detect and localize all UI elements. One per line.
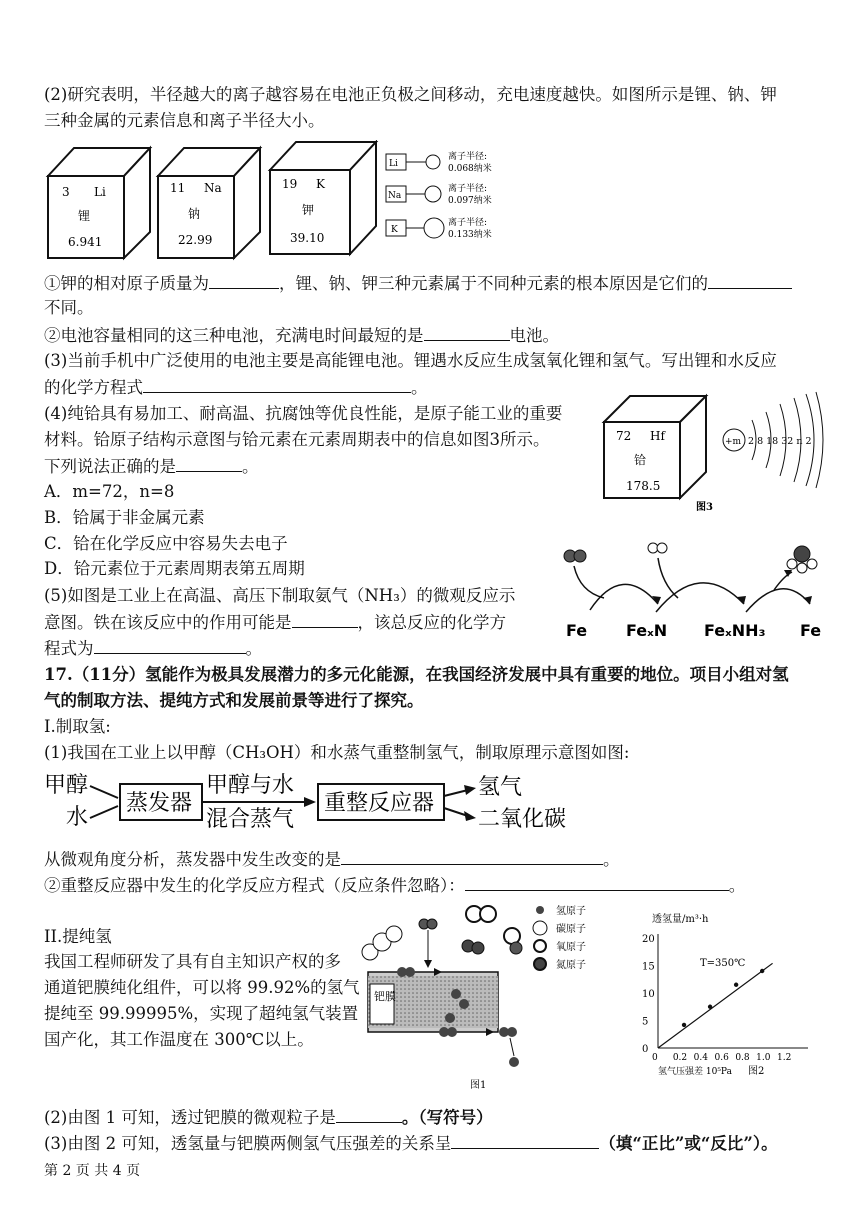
hf-mass: 178.5 (626, 479, 661, 493)
q17-para-2: 通道钯膜纯化组件，可以将 99.92%的氢气 (44, 978, 360, 997)
legend-oxygen: 氧原子 (556, 942, 586, 953)
q16-p3-text-a: 的化学方程式 (44, 378, 143, 397)
q17-title-line2: 气的制取方法、提纯方式和发展前景等进行了探究。 (44, 691, 424, 710)
radius-li-label: 离子半径: (448, 152, 488, 162)
hf-name: 铪 (634, 453, 647, 467)
flow-box-evaporator: 蒸发器 (126, 791, 193, 816)
chart-point-2 (734, 983, 738, 987)
q16-p5-text-d: 。 (245, 639, 262, 658)
cube-k (270, 142, 376, 254)
chart-xtick-3: 0.6 (714, 1053, 729, 1063)
radius-na-value: 0.097纳米 (448, 196, 492, 206)
permeation-chart (628, 908, 824, 1094)
q17-q3-end: （填“正比”或“反比”）。 (599, 1134, 778, 1153)
chart-xlabel: 氢气压强差 10⁵Pa (658, 1067, 732, 1077)
flow-mid-text1: 甲醇与水 (206, 773, 295, 798)
radius-li-value: 0.068纳米 (448, 164, 492, 174)
co2-molecule-icon (362, 926, 402, 960)
flow-input-water: 水 (66, 805, 89, 830)
fig3-caption: 图3 (696, 502, 713, 513)
answer-blank-li-water-equation[interactable] (143, 376, 411, 393)
flow-output-co2: 二氧化碳 (478, 807, 567, 832)
radius-k-symbol: K (391, 225, 398, 235)
q17-qa-line (44, 848, 620, 871)
membrane-label: 钯膜 (374, 990, 396, 1003)
q16-p5-text-c: 程式为 (44, 639, 94, 658)
cycle-label-fexnh3: FeₓNH₃ (704, 621, 766, 640)
q16-p2-line2: 三种金属的元素信息和离子半径大小。 (44, 111, 325, 130)
q16-p5-text-b: ，该总反应的化学方 (357, 613, 506, 632)
radius-na-label: 离子半径: (448, 184, 488, 194)
q17-q2-end: 。（写符号） (401, 1108, 493, 1127)
q17-qb-line (44, 874, 745, 897)
q16-p4-line3 (44, 455, 259, 478)
chart-ytick-3: 15 (642, 961, 655, 973)
q16-p4-line1: (4)纯铪具有易加工、耐高温、抗腐蚀等优良性能，是原子能工业的重要 (44, 404, 563, 423)
cube-na (158, 148, 260, 258)
ion-radius-figure (384, 148, 544, 248)
q16-p5-line2 (44, 611, 506, 634)
answer-blank-nh3-equation[interactable] (94, 637, 246, 654)
li-symbol: Li (94, 185, 106, 199)
cube-li (48, 148, 150, 258)
element-cubes-figure (44, 140, 384, 265)
chart-fit-line (658, 963, 773, 1048)
radius-na (386, 182, 492, 206)
answer-blank-root-cause[interactable] (708, 272, 792, 289)
radius-k-label: 离子半径: (448, 218, 488, 228)
q17-para-3: 提纯至 99.99995%，实现了超纯氢气装置 (44, 1004, 359, 1023)
chart-xtick-2: 0.4 (693, 1053, 708, 1063)
q17-section1: I.制取氢: (44, 717, 111, 736)
chart-ytick-0: 0 (642, 1044, 649, 1055)
q17-p1: (1)我国在工业上以甲醇（CH₃OH）和水蒸气重整制氢气，制取原理示意图如图: (44, 743, 630, 762)
o2-molecule-icon (466, 906, 496, 922)
radius-li (386, 150, 492, 174)
flow-mid-text2: 混合蒸气 (206, 807, 295, 832)
q16-p3-line2 (44, 376, 428, 399)
radius-na-symbol: Na (388, 191, 402, 201)
na-number: 11 (170, 181, 186, 195)
q16-q2-line (44, 324, 559, 347)
q16-q1-line (44, 272, 792, 295)
hf-nucleus: +m (725, 437, 742, 447)
chart-xtick-0: 0 (652, 1053, 658, 1063)
pd-membrane-figure (360, 900, 636, 1096)
radius-k-value: 0.133纳米 (448, 230, 492, 240)
h2-molecule-icon (462, 940, 484, 954)
fig1-caption: 图1 (470, 1080, 487, 1091)
q17-qa-end: 。 (603, 850, 620, 869)
q17-q3-text: (3)由图 2 可知，透氢量与钯膜两侧氢气压强差的关系呈 (44, 1134, 452, 1153)
q16-p4-text-b: 。 (242, 457, 259, 476)
h2-molecule-icon (564, 550, 586, 562)
na-name: 钠 (188, 207, 201, 221)
chart-xtick-5: 1.0 (756, 1053, 771, 1063)
hf-atom-structure (723, 392, 823, 488)
fig2-caption: 图2 (748, 1066, 765, 1077)
q16-q2-text-b: 电池。 (509, 326, 559, 345)
q17-q3-line (44, 1132, 778, 1155)
chart-ylabel: 透氢量/m³·h (652, 914, 709, 925)
li-number: 3 (62, 185, 70, 199)
chart-ytick-4: 20 (642, 934, 655, 945)
chart-xtick-1: 0.2 (672, 1053, 688, 1063)
flow-box-reformer: 重整反应器 (324, 791, 435, 816)
hf-symbol: Hf (650, 429, 665, 443)
li-name: 锂 (78, 209, 91, 223)
page-footer: 第 2 页 共 4 页 (44, 1163, 141, 1179)
flow-input-methanol: 甲醇 (44, 773, 89, 798)
cube-hf (604, 396, 706, 498)
option-a[interactable]: A．m=72，n=8 (44, 482, 175, 501)
q17-q2-line (44, 1106, 493, 1129)
option-c[interactable]: C．铪在化学反应中容易失去电子 (44, 534, 288, 553)
answer-blank-fe-role[interactable] (292, 611, 358, 628)
k-number: 19 (282, 177, 298, 191)
cycle-label-fe-start: Fe (566, 621, 588, 640)
chart-annotation: T=350℃ (700, 958, 746, 969)
radius-k (386, 216, 492, 240)
answer-blank-evaporator-change[interactable] (341, 848, 603, 865)
q17-title-line1: 17.（11分）氢能作为极具发展潜力的多元化能源，在我国经济发展中具有重要的地位。项目小组对氢 (44, 665, 789, 684)
q16-p4-text-a: 下列说法正确的是 (44, 457, 176, 476)
chart-ytick-2: 10 (642, 989, 655, 1000)
nh3-cycle-figure (560, 540, 836, 644)
na-symbol: Na (204, 181, 222, 195)
answer-blank-particle-symbol[interactable] (336, 1106, 402, 1123)
li-mass: 6.941 (68, 235, 103, 249)
q16-q1-text-b: ，锂、钠、钾三种元素属于不同种元素的根本原因是它们的 (279, 274, 708, 293)
legend-hydrogen: 氢原子 (556, 906, 586, 917)
flow-output-hydrogen: 氢气 (478, 775, 523, 800)
answer-blank-hf-choice[interactable] (176, 455, 242, 472)
q17-para-4: 国产化，其工作温度在 300℃以上。 (44, 1030, 314, 1049)
chart-xtick-4: 0.8 (735, 1053, 750, 1063)
q16-p3-line1: (3)当前手机中广泛使用的电池主要是高能锂电池。锂遇水反应生成氢氧化锂和氢气。写出锂和水反应 (44, 351, 777, 370)
q16-p5-line3 (44, 637, 262, 660)
q16-p4-line2: 材料。铪原子结构示意图与铪元素在元素周期表中的信息如图3所示。 (44, 430, 550, 449)
answer-blank-fastest-battery[interactable] (424, 324, 510, 341)
chart-xtick-6: 1.2 (777, 1053, 792, 1063)
q16-p5-text-a: 意图。铁在该反应中的作用可能是 (44, 613, 292, 632)
answer-blank-k-mass[interactable] (209, 272, 279, 289)
legend-nitrogen: 氮原子 (556, 960, 586, 971)
methanol-flow-diagram (44, 768, 604, 832)
q16-p2-line1: (2)研究表明，半径越大的离子越容易在电池正负极之间移动，充电速度越快。如图所示是锂、钠、钾 (44, 85, 777, 104)
nh3-molecule-icon (787, 546, 817, 573)
q16-q1-text-a: ①钾的相对原子质量为 (44, 274, 209, 293)
q17-qb-text: ②重整反应器中发生的化学反应方程式（反应条件忽略）： (44, 876, 465, 895)
k-name: 钾 (302, 203, 315, 217)
q17-section2: II.提纯氢 (44, 927, 112, 946)
q16-q1-line2: 不同。 (44, 298, 94, 317)
q17-qa-text: 从微观角度分析，蒸发器中发生改变的是 (44, 850, 341, 869)
radius-li-symbol: Li (389, 159, 398, 169)
hf-shells: 2 8 18 32 n 2 (748, 436, 812, 447)
hf-number: 72 (616, 429, 632, 443)
q17-para-1: 我国工程师研发了具有自主知识产权的多 (44, 952, 341, 971)
cycle-label-fexn: FeₓN (626, 621, 668, 640)
n2-molecule-icon (419, 919, 437, 929)
answer-blank-relation[interactable] (451, 1132, 599, 1149)
k-symbol: K (316, 177, 325, 191)
option-b[interactable]: B．铪属于非金属元素 (44, 508, 205, 527)
answer-blank-reformer-equation[interactable] (465, 874, 729, 891)
q17-q2-text: (2)由图 1 可知，透过钯膜的微观粒子是 (44, 1108, 336, 1127)
chart-point-0 (682, 1023, 686, 1027)
hf-figure (596, 390, 830, 516)
legend-carbon: 碳原子 (556, 924, 586, 935)
option-d[interactable]: D．铪元素位于元素周期表第五周期 (44, 559, 305, 578)
cycle-label-fe-end: Fe (800, 621, 822, 640)
n2-molecule-icon (648, 543, 667, 553)
fig1-legend (533, 904, 586, 971)
q16-p3-text-b: 。 (411, 378, 428, 397)
q17-qb-end: 。 (728, 876, 746, 895)
k-mass: 39.10 (290, 231, 325, 245)
q16-p5-line1: (5)如图是工业上在高温、高压下制取氨气（NH₃）的微观反应示 (44, 586, 516, 605)
q16-q2-text-a: ②电池容量相同的这三种电池，充满电时间最短的是 (44, 326, 424, 345)
na-mass: 22.99 (178, 233, 213, 247)
chart-ytick-1: 5 (642, 1016, 649, 1028)
